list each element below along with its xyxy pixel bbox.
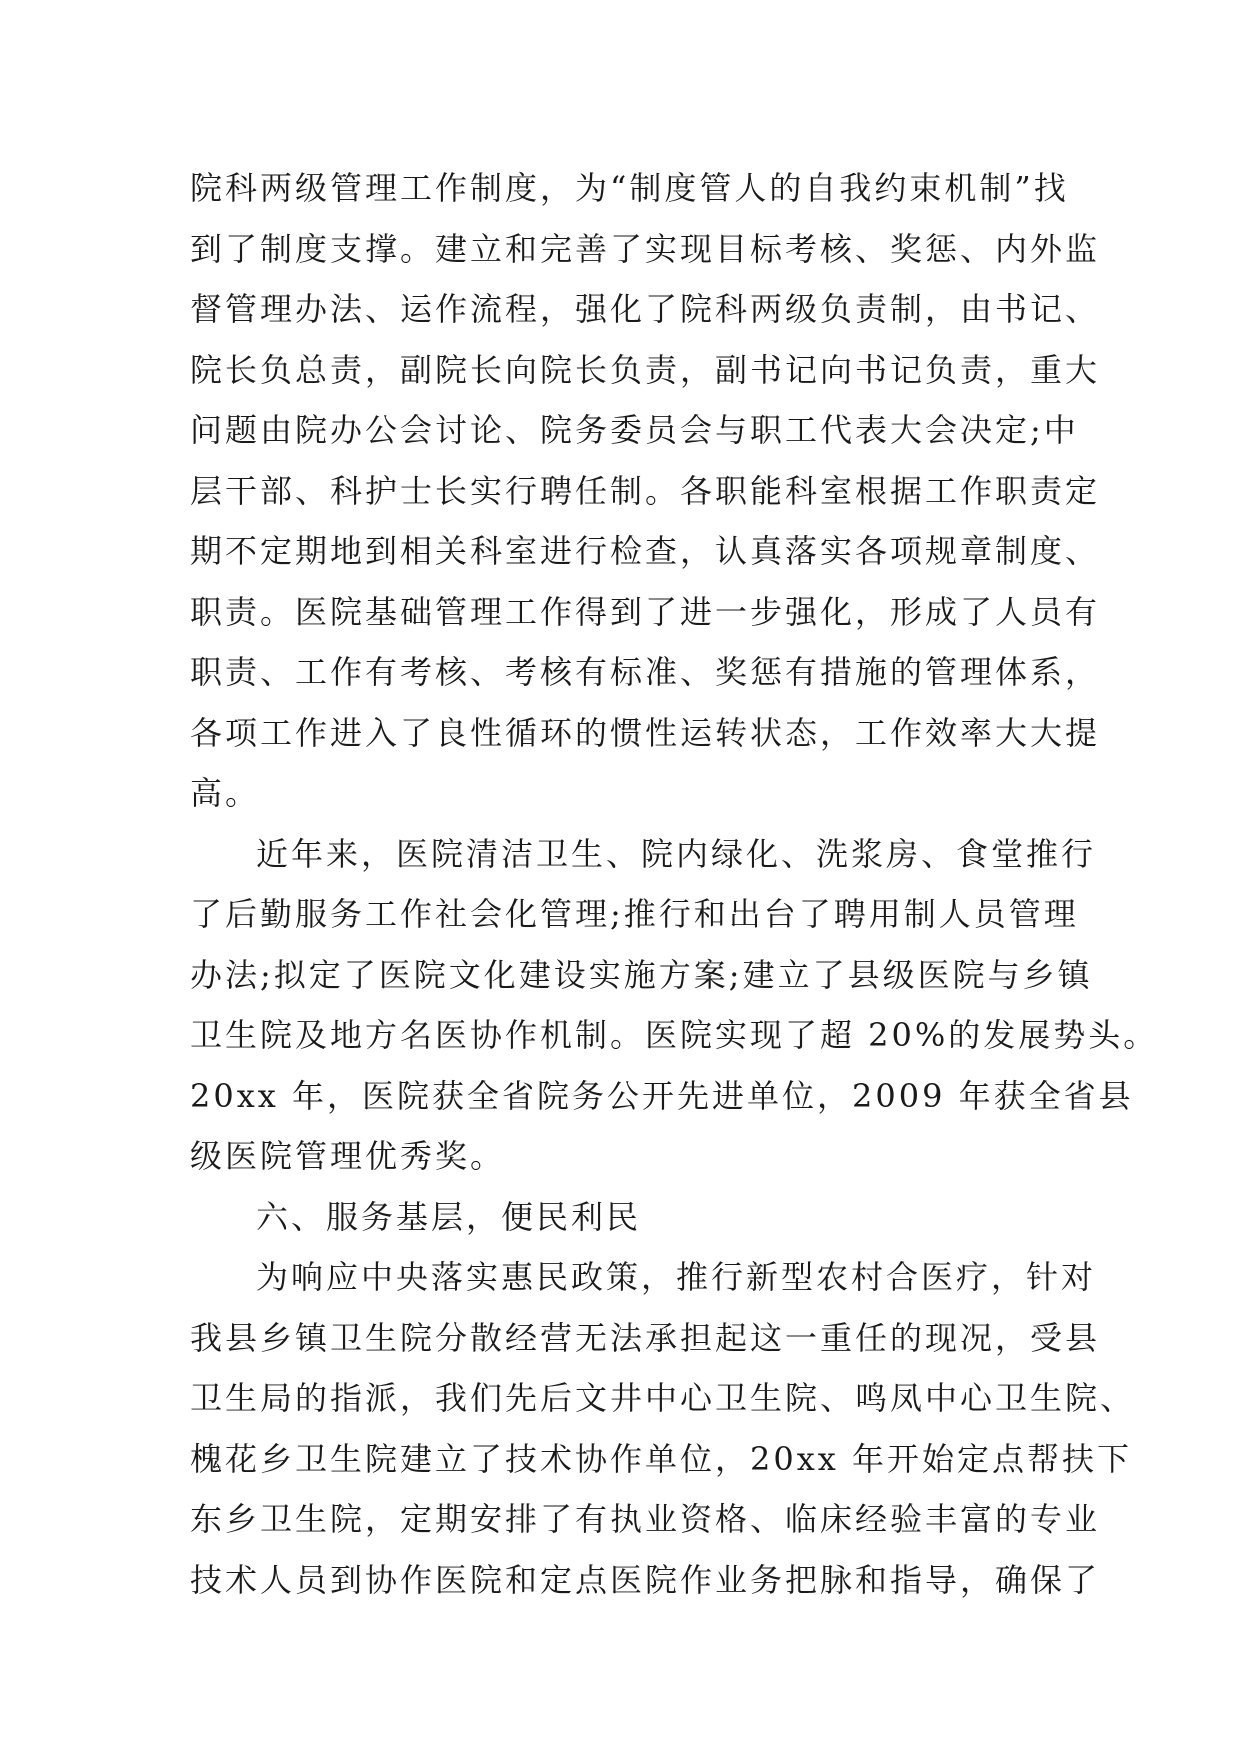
paragraph-1 [190, 158, 1101, 824]
text-line: 槐花乡卫生院建立了技术协作单位，20xx 年开始定点帮扶下 [190, 1439, 1132, 1478]
text-line: 20xx 年，医院获全省院务公开先进单位，2009 年获全省县 [190, 1076, 1134, 1115]
section-heading [190, 1187, 1070, 1248]
text-line: 期不定期地到相关科室进行检查，认真落实各项规章制度、 [190, 532, 1101, 570]
text-line: 各项工作进入了良性循环的惯性运转状态，工作效率大大提 [190, 713, 1101, 752]
text-line: 办法;拟定了医院文化建设实施方案;建立了县级医院与乡镇 [190, 955, 1093, 994]
paragraph-3 [190, 1247, 1136, 1610]
text-line: 院长负总责，副院长向院长负责，副书记向书记负责，重大 [190, 350, 1101, 389]
text-line: 东乡卫生院，定期安排了有执业资格、临床经验丰富的专业 [190, 1500, 1101, 1538]
text-line: 院科两级管理工作制度，为“制度管人的自我约束机制”找 [190, 169, 1069, 207]
text-line: 为响应中央落实惠民政策，推行新型农村合医疗，针对 [256, 1258, 1097, 1296]
text-line: 到了制度支撑。建立和完善了实现目标考核、奖惩、内外监 [190, 229, 1101, 268]
text-line: 高。 [190, 774, 261, 812]
text-line: 我县乡镇卫生院分散经营无法承担起这一重任的现况，受县 [190, 1318, 1101, 1357]
text-line: 近年来，医院清洁卫生、院内绿化、洗浆房、食堂推行 [256, 834, 1097, 873]
text-line: 层干部、科护士长实行聘任制。各职能科室根据工作职责定 [190, 471, 1101, 510]
text-line: 卫生局的指派，我们先后文井中心卫生院、鸣凤中心卫生院、 [190, 1379, 1136, 1417]
text-line: 职责。医院基础管理工作得到了进一步强化，形成了人员有 [190, 592, 1101, 631]
heading-line: 六、服务基层，便民利民 [256, 1197, 642, 1236]
text-line: 督管理办法、运作流程，强化了院科两级负责制，由书记、 [190, 290, 1101, 328]
text-line: 问题由院办公会讨论、院务委员会与职工代表大会决定;中 [190, 411, 1079, 449]
text-line: 技术人员到协作医院和定点医院作业务把脉和指导，确保了 [190, 1560, 1101, 1599]
text-line: 了后勤服务工作社会化管理;推行和出台了聘用制人员管理 [190, 895, 1079, 933]
paragraph-2 [190, 824, 1159, 1187]
text-line: 卫生院及地方名医协作机制。医院实现了超 20%的发展势头。 [190, 1016, 1159, 1054]
text-line: 级医院管理优秀奖。 [190, 1137, 506, 1175]
text-line: 职责、工作有考核、考核有标准、奖惩有措施的管理体系， [190, 653, 1101, 691]
body-text [190, 158, 1159, 1610]
